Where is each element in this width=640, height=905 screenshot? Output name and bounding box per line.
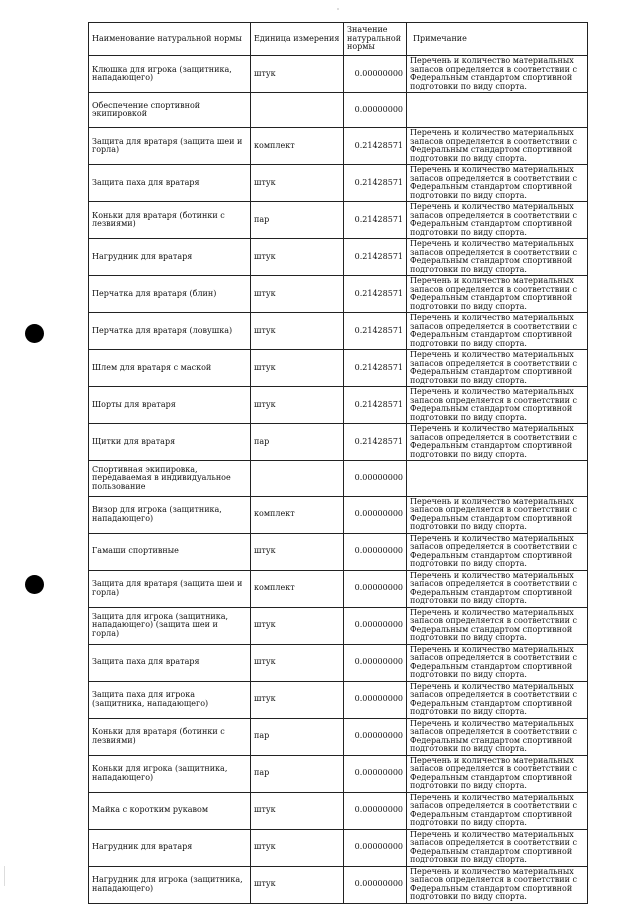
cell-unit: штук xyxy=(251,607,344,644)
cell-value: 0.00000000 xyxy=(344,866,407,903)
cell-value: 0.00000000 xyxy=(344,755,407,792)
cell-value: 0.00000000 xyxy=(344,718,407,755)
header-value: Значение натуральной нормы xyxy=(344,23,407,56)
cell-value: 0.21428571 xyxy=(344,387,407,424)
cell-unit: штук xyxy=(251,313,344,350)
cell-name: Перчатка для вратаря (блин) xyxy=(89,276,251,313)
cell-note: Перечень и количество материальных запасов определяется в соответствии с Федеральным стандартом спортивной подготовки по виду спорта. xyxy=(407,56,588,93)
cell-note: Перечень и количество материальных запасов определяется в соответствии с Федеральным стандартом спортивной подготовки по виду спорта. xyxy=(407,607,588,644)
cell-note: Перечень и количество материальных запасов определяется в соответствии с Федеральным стандартом спортивной подготовки по виду спорта. xyxy=(407,424,588,461)
cell-unit: штук xyxy=(251,829,344,866)
table-row xyxy=(89,607,588,644)
table-row xyxy=(89,681,588,718)
cell-value: 0.21428571 xyxy=(344,424,407,461)
cell-unit: штук xyxy=(251,239,344,276)
cell-unit: пар xyxy=(251,755,344,792)
table-row xyxy=(89,533,588,570)
table-header-row xyxy=(89,23,588,56)
cell-value: 0.21428571 xyxy=(344,165,407,202)
cell-note: Перечень и количество материальных запасов определяется в соответствии с Федеральным стандартом спортивной подготовки по виду спорта. xyxy=(407,350,588,387)
cell-value: 0.21428571 xyxy=(344,276,407,313)
cell-unit: комплект xyxy=(251,570,344,607)
cell-unit: штук xyxy=(251,165,344,202)
cell-value: 0.00000000 xyxy=(344,533,407,570)
table-row xyxy=(89,387,588,424)
cell-unit: штук xyxy=(251,56,344,93)
cell-note: Перечень и количество материальных запасов определяется в соответствии с Федеральным стандартом спортивной подготовки по виду спорта. xyxy=(407,755,588,792)
table-row xyxy=(89,461,588,496)
cell-value: 0.00000000 xyxy=(344,792,407,829)
cell-note xyxy=(407,461,588,496)
cell-value: 0.00000000 xyxy=(344,681,407,718)
cell-unit: пар xyxy=(251,424,344,461)
cell-unit: штук xyxy=(251,681,344,718)
table-row xyxy=(89,792,588,829)
cell-name: Нагрудник для игрока (защитника, нападающего) xyxy=(89,866,251,903)
cell-value: 0.00000000 xyxy=(344,829,407,866)
cell-value: 0.21428571 xyxy=(344,350,407,387)
cell-unit: пар xyxy=(251,202,344,239)
cell-name: Обеспечение спортивной экипировкой xyxy=(89,93,251,128)
cell-unit: пар xyxy=(251,718,344,755)
cell-name: Спортивная экипировка, передаваемая в индивидуальное пользование xyxy=(89,461,251,496)
cell-note: Перечень и количество материальных запасов определяется в соответствии с Федеральным стандартом спортивной подготовки по виду спорта. xyxy=(407,570,588,607)
cell-unit: штук xyxy=(251,350,344,387)
cell-note: Перечень и количество материальных запасов определяется в соответствии с Федеральным стандартом спортивной подготовки по виду спорта. xyxy=(407,128,588,165)
cell-value: 0.00000000 xyxy=(344,570,407,607)
cell-name: Нагрудник для вратаря xyxy=(89,239,251,276)
scan-mark-left xyxy=(4,866,5,886)
cell-value: 0.21428571 xyxy=(344,202,407,239)
cell-name: Защита для игрока (защитника, нападающего) (защита шеи и горла) xyxy=(89,607,251,644)
header-name: Наименование натуральной нормы xyxy=(89,23,251,56)
table-row xyxy=(89,829,588,866)
cell-note xyxy=(407,93,588,128)
cell-name: Нагрудник для вратаря xyxy=(89,829,251,866)
cell-name: Щитки для вратаря xyxy=(89,424,251,461)
table-row xyxy=(89,496,588,533)
cell-note: Перечень и количество материальных запасов определяется в соответствии с Федеральным стандартом спортивной подготовки по виду спорта. xyxy=(407,202,588,239)
cell-name: Визор для игрока (защитника, нападающего) xyxy=(89,496,251,533)
cell-value: 0.00000000 xyxy=(344,93,407,128)
cell-note: Перечень и количество материальных запасов определяется в соответствии с Федеральным стандартом спортивной подготовки по виду спорта. xyxy=(407,718,588,755)
cell-unit: комплект xyxy=(251,128,344,165)
table-row xyxy=(89,313,588,350)
cell-name: Коньки для игрока (защитника, нападающего) xyxy=(89,755,251,792)
cell-value: 0.00000000 xyxy=(344,496,407,533)
table-row xyxy=(89,128,588,165)
cell-note: Перечень и количество материальных запасов определяется в соответствии с Федеральным стандартом спортивной подготовки по виду спорта. xyxy=(407,496,588,533)
cell-name: Защита паха для вратаря xyxy=(89,644,251,681)
cell-name: Шорты для вратаря xyxy=(89,387,251,424)
table-row xyxy=(89,239,588,276)
table-row xyxy=(89,570,588,607)
cell-name: Перчатка для вратаря (ловушка) xyxy=(89,313,251,350)
scan-mark xyxy=(337,8,339,10)
cell-value: 0.21428571 xyxy=(344,239,407,276)
cell-note: Перечень и количество материальных запасов определяется в соответствии с Федеральным стандартом спортивной подготовки по виду спорта. xyxy=(407,829,588,866)
cell-unit: штук xyxy=(251,276,344,313)
cell-name: Защита паха для вратаря xyxy=(89,165,251,202)
cell-note: Перечень и количество материальных запасов определяется в соответствии с Федеральным стандартом спортивной подготовки по виду спорта. xyxy=(407,681,588,718)
table-row xyxy=(89,718,588,755)
punch-hole-top xyxy=(25,324,44,343)
cell-name: Защита для вратаря (защита шеи и горла) xyxy=(89,570,251,607)
cell-note: Перечень и количество материальных запасов определяется в соответствии с Федеральным стандартом спортивной подготовки по виду спорта. xyxy=(407,276,588,313)
cell-unit: штук xyxy=(251,866,344,903)
cell-unit xyxy=(251,461,344,496)
cell-note: Перечень и количество материальных запасов определяется в соответствии с Федеральным стандартом спортивной подготовки по виду спорта. xyxy=(407,792,588,829)
cell-value: 0.00000000 xyxy=(344,461,407,496)
cell-name: Коньки для вратаря (ботинки с лезвиями) xyxy=(89,718,251,755)
cell-name: Защита для вратаря (защита шеи и горла) xyxy=(89,128,251,165)
table-row xyxy=(89,276,588,313)
cell-unit: комплект xyxy=(251,496,344,533)
cell-value: 0.00000000 xyxy=(344,56,407,93)
table-row xyxy=(89,56,588,93)
table-row xyxy=(89,93,588,128)
cell-unit: штук xyxy=(251,644,344,681)
cell-unit: штук xyxy=(251,387,344,424)
header-note: Примечание xyxy=(407,23,588,56)
cell-name: Майка с коротким рукавом xyxy=(89,792,251,829)
cell-unit xyxy=(251,93,344,128)
cell-note: Перечень и количество материальных запасов определяется в соответствии с Федеральным стандартом спортивной подготовки по виду спорта. xyxy=(407,165,588,202)
cell-note: Перечень и количество материальных запасов определяется в соответствии с Федеральным стандартом спортивной подготовки по виду спорта. xyxy=(407,644,588,681)
table-row xyxy=(89,866,588,903)
table-row xyxy=(89,202,588,239)
cell-value: 0.00000000 xyxy=(344,607,407,644)
cell-note: Перечень и количество материальных запасов определяется в соответствии с Федеральным стандартом спортивной подготовки по виду спорта. xyxy=(407,313,588,350)
table-row xyxy=(89,165,588,202)
table-row xyxy=(89,350,588,387)
cell-value: 0.21428571 xyxy=(344,313,407,350)
cell-name: Гамаши спортивные xyxy=(89,533,251,570)
cell-name: Коньки для вратаря (ботинки с лезвиями) xyxy=(89,202,251,239)
cell-value: 0.21428571 xyxy=(344,128,407,165)
cell-name: Шлем для вратаря с маской xyxy=(89,350,251,387)
header-unit: Единица измерения xyxy=(251,23,344,56)
cell-value: 0.00000000 xyxy=(344,644,407,681)
cell-unit: штук xyxy=(251,533,344,570)
cell-name: Клюшка для игрока (защитника, нападающего) xyxy=(89,56,251,93)
cell-note: Перечень и количество материальных запасов определяется в соответствии с Федеральным стандартом спортивной подготовки по виду спорта. xyxy=(407,387,588,424)
cell-unit: штук xyxy=(251,792,344,829)
cell-note: Перечень и количество материальных запасов определяется в соответствии с Федеральным стандартом спортивной подготовки по виду спорта. xyxy=(407,533,588,570)
table-row xyxy=(89,755,588,792)
cell-note: Перечень и количество материальных запасов определяется в соответствии с Федеральным стандартом спортивной подготовки по виду спорта. xyxy=(407,866,588,903)
cell-name: Защита паха для игрока (защитника, нападающего) xyxy=(89,681,251,718)
norms-table xyxy=(88,22,588,904)
cell-note: Перечень и количество материальных запасов определяется в соответствии с Федеральным стандартом спортивной подготовки по виду спорта. xyxy=(407,239,588,276)
punch-hole-bottom xyxy=(25,575,44,594)
table-row xyxy=(89,644,588,681)
table-row xyxy=(89,424,588,461)
